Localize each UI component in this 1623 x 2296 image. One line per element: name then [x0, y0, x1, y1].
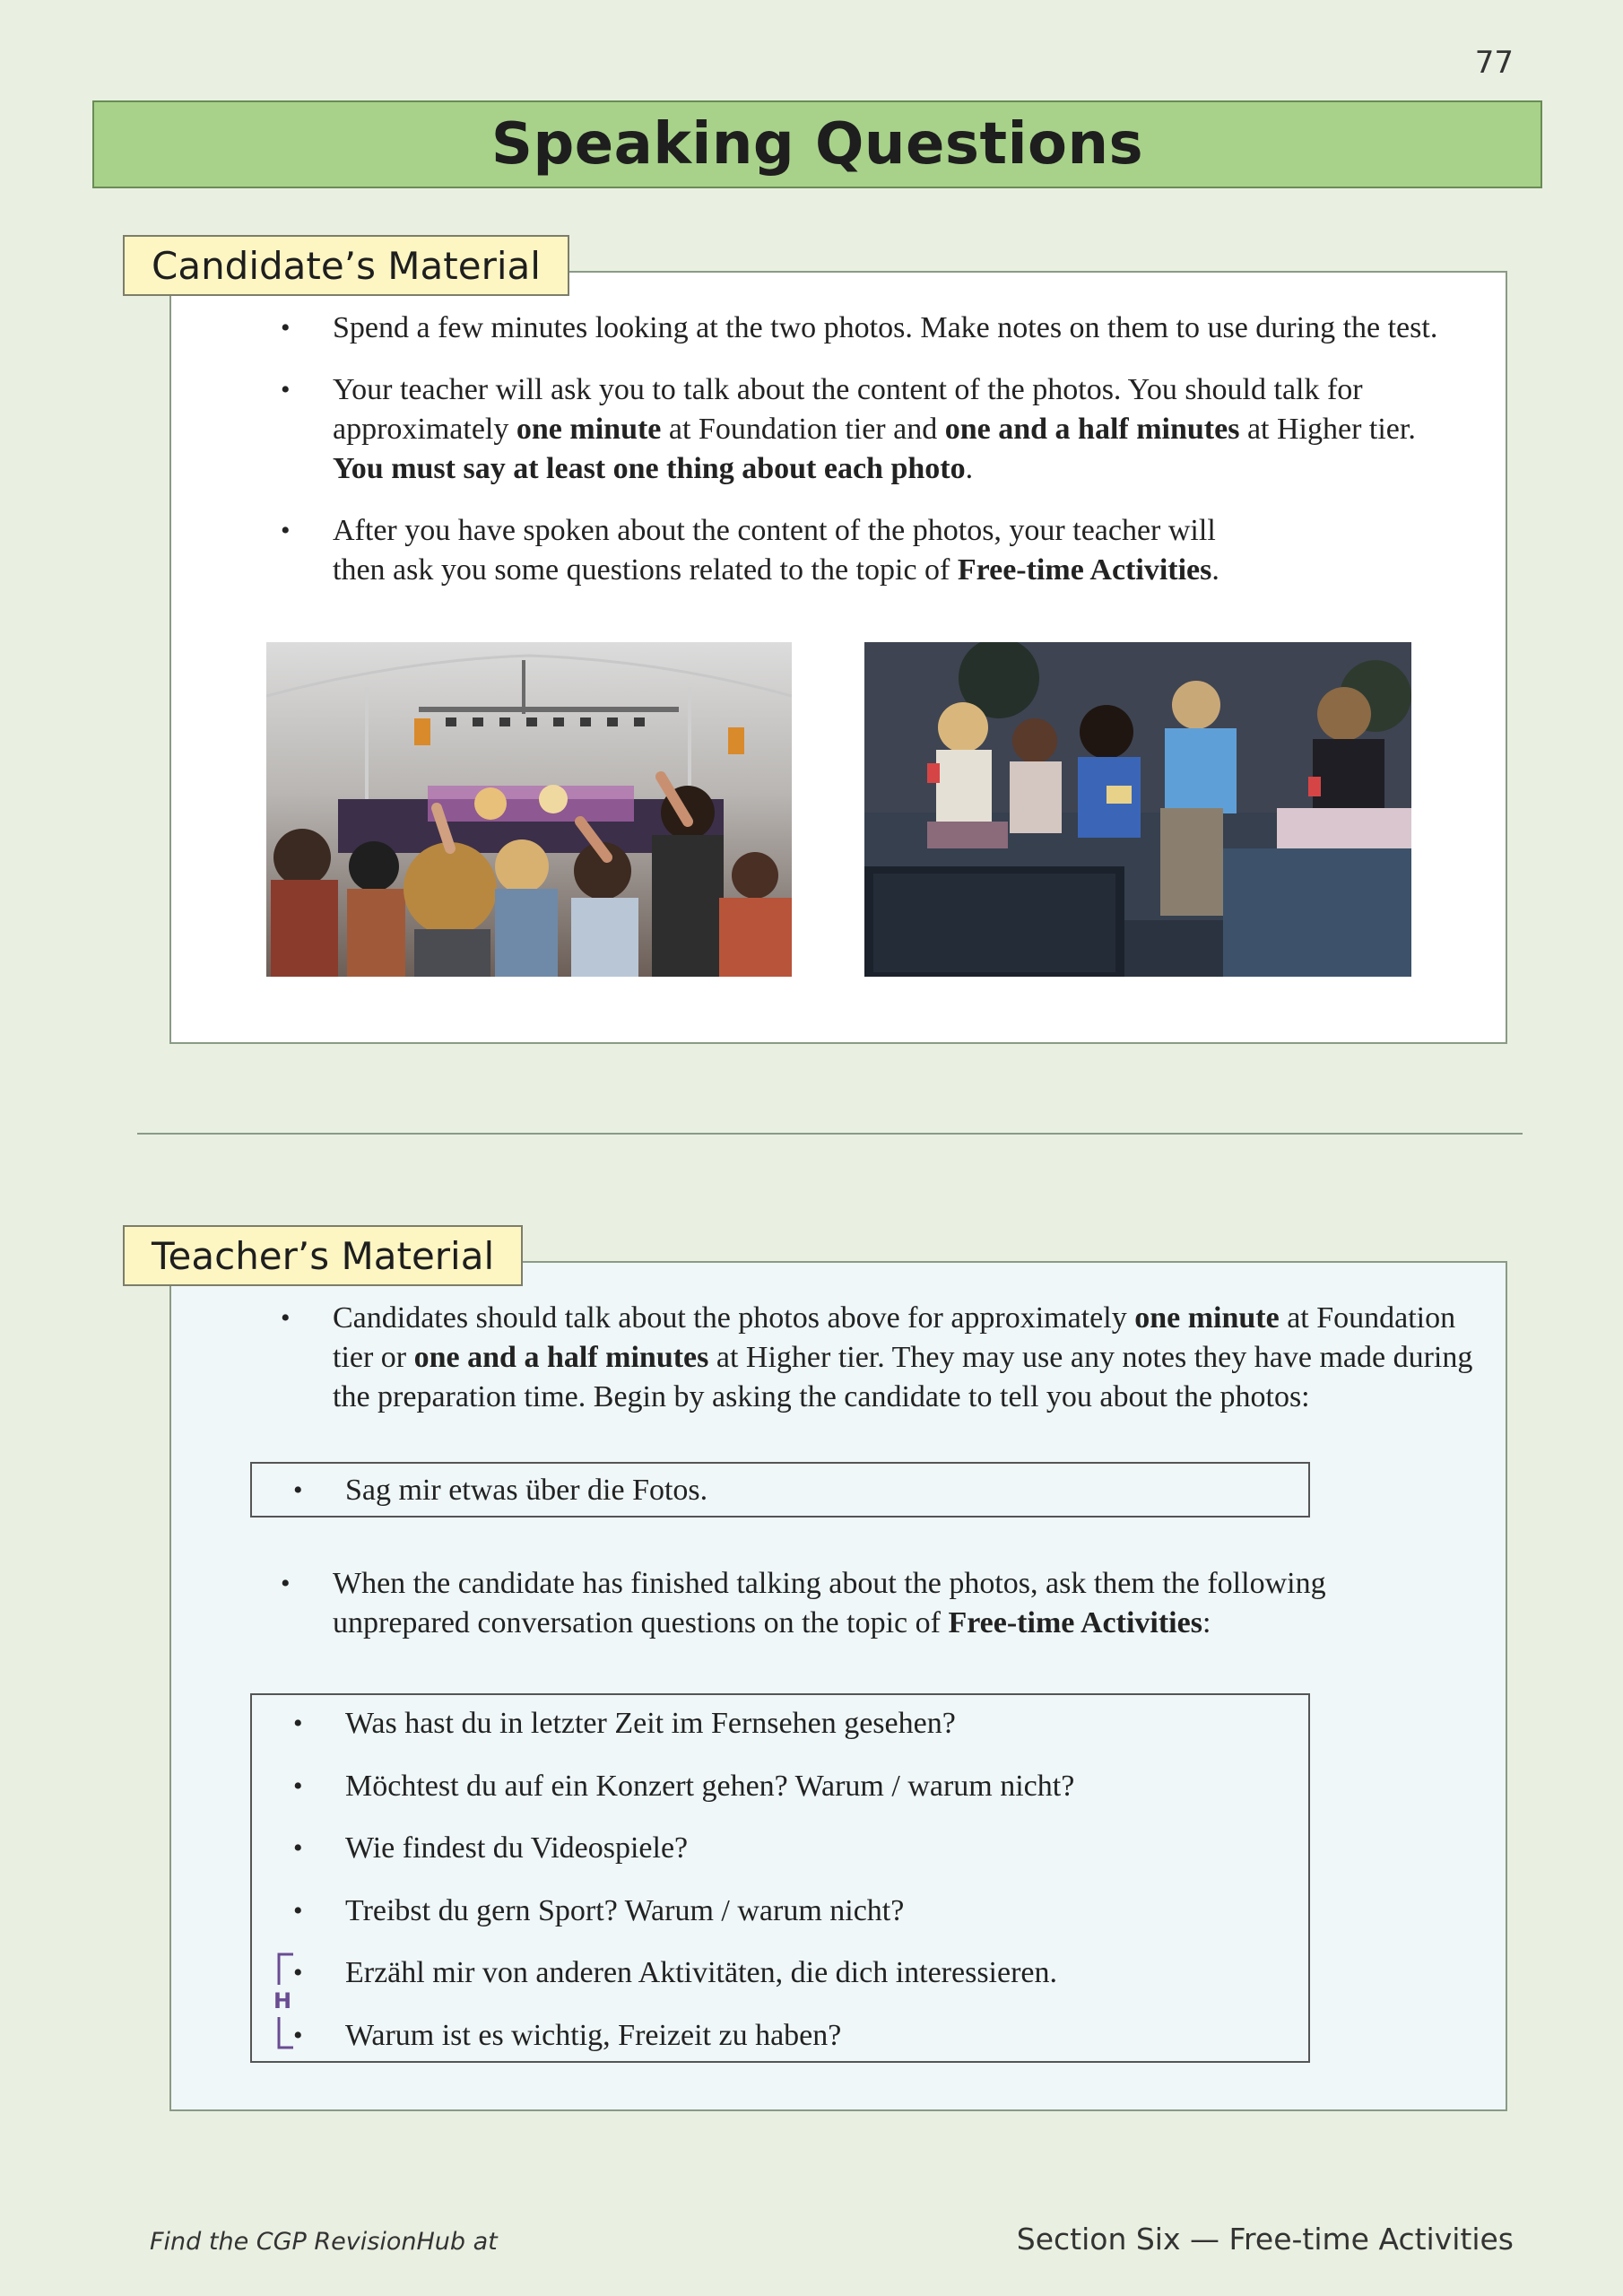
candidate-instructions: [252, 309, 1470, 613]
photo-question-box: [250, 1462, 1310, 1518]
candidate-bullet-2: [252, 370, 1470, 489]
teacher-instructions-1: [252, 1299, 1488, 1439]
question-item: • Möchtest du auf ein Konzert gehen? Warum / warum nicht?: [252, 1767, 1308, 1830]
candidate-material-box: [169, 271, 1507, 1044]
higher-tier-marker: [270, 1951, 297, 2051]
friends-watching-tv-image: [864, 642, 1411, 977]
bullet-text: at Foundation tier or: [333, 1301, 1456, 1374]
candidate-material-tab: Candidate’s Material: [123, 235, 569, 296]
bullet-text: at Higher tier.: [1239, 413, 1416, 446]
higher-tier-label: H: [273, 1988, 292, 2013]
bold-text: one and a half minutes: [413, 1341, 709, 1374]
bold-text: one minute: [1134, 1301, 1280, 1335]
bullet-text: Candidates should talk about the photos above for approximately: [333, 1301, 1135, 1335]
conversation-questions-box: [250, 1693, 1310, 2063]
footer-revisionhub: Find the CGP RevisionHub at: [150, 2228, 498, 2256]
question-item: • Was hast du in letzter Zeit im Fernsehen gesehen?: [252, 1704, 1308, 1767]
teacher-bullet-2: [252, 1564, 1326, 1643]
bullet-text: Spend a few minutes looking at the two photos. Make notes on them to use during the test.: [333, 311, 1438, 344]
teacher-material-tab: Teacher’s Material: [123, 1225, 523, 1286]
bold-text: one minute: [516, 413, 662, 446]
photo-question: • Sag mir etwas über die Fotos.: [252, 1471, 1308, 1510]
bullet-text: After you have spoken about the content of the photos, your teacher will then ask you some questions related to the topic of: [333, 514, 1216, 587]
bullet-text: .: [1211, 553, 1219, 587]
teacher-material-box: [169, 1261, 1507, 2111]
bold-text: Free-time Activities: [957, 553, 1212, 587]
bullet-text: .: [965, 452, 974, 485]
title-bar: [92, 100, 1542, 188]
bold-text: Free-time Activities: [948, 1606, 1202, 1639]
teacher-instructions-2: [252, 1564, 1326, 1665]
candidate-bullet-3: [252, 511, 1274, 590]
bullet-text: :: [1202, 1606, 1211, 1639]
question-item: • Erzähl mir von anderen Aktivitäten, die dich interessieren.: [252, 1953, 1308, 2016]
teacher-bullet-1: [252, 1299, 1488, 1417]
bold-text: You must say at least one thing about each photo: [333, 452, 966, 485]
bullet-text: at Higher tier. They may use any notes they have made during the preparation time. Begin by asking the candidate to tell you about the photos:: [333, 1341, 1473, 1413]
question-item: • Wie findest du Videospiele?: [252, 1829, 1308, 1892]
question-item: • Treibst du gern Sport? Warum / warum nicht?: [252, 1892, 1308, 1954]
page-title: Speaking Questions: [490, 111, 1144, 178]
candidate-bullet-1: [252, 309, 1470, 348]
question-item: • Warum ist es wichtig, Freizeit zu haben?: [252, 2016, 1308, 2079]
bold-text: one and a half minutes: [944, 413, 1240, 446]
bullet-text: at Foundation tier and: [661, 413, 945, 446]
section-divider: [137, 1133, 1523, 1135]
bullet-text: Your teacher will ask you to talk about the content of the photos. You should talk for approximately: [333, 373, 1363, 446]
bullet-text: When the candidate has finished talking about the photos, ask them the following unprepared conversation questions on the topic of: [333, 1567, 1326, 1639]
friends-watching-tv-photo: [864, 642, 1411, 977]
festival-crowd-image: [266, 642, 792, 977]
festival-crowd-photo: [266, 642, 792, 977]
page-number: 77: [1474, 45, 1514, 81]
footer-section-title: Section Six — Free-time Activities: [1016, 2222, 1514, 2257]
